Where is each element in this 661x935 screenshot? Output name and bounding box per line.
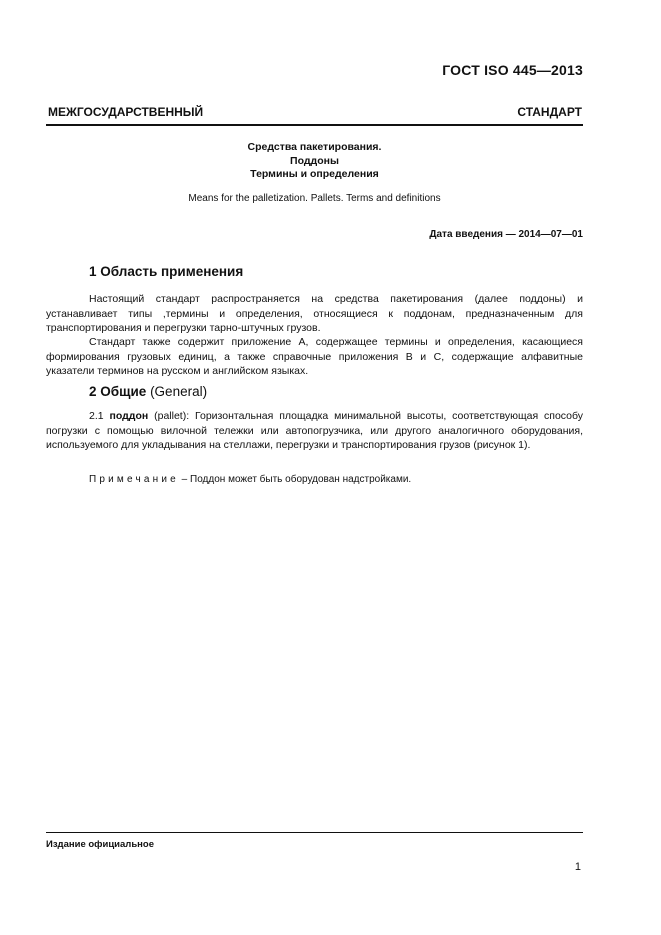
section-2-heading	[89, 384, 207, 399]
section-2-heading-english: (General)	[150, 384, 208, 399]
introduction-date: Дата введения — 2014—07—01	[429, 229, 583, 240]
header-divider	[46, 124, 583, 126]
title-line-1: Средства пакетирования.	[247, 141, 382, 153]
note	[89, 474, 411, 485]
title-line-3: Термины и определения	[250, 168, 379, 180]
title-english: Means for the palletization. Pallets. Terms and definitions	[188, 193, 441, 204]
term-name: поддон	[109, 410, 149, 422]
term-number: 2.1	[89, 410, 104, 422]
footer-divider	[46, 832, 583, 833]
term-english: (pallet):	[154, 410, 190, 422]
standard-banner: МЕЖГОСУДАРСТВЕННЫЙ СТАНДАРТ	[48, 105, 582, 119]
section-2-heading-text: 2 Общие	[89, 384, 147, 399]
term-definition-paragraph	[46, 409, 583, 453]
edition-label: Издание официальное	[46, 839, 154, 850]
section-1-paragraph-1: Настоящий стандарт распространяется на средства пакетирования (далее поддоны) и устанавливает типы ,термины и определения, относящиеся к поддонам, предназначенным для транспортирования и перегрузки тарно-штучных грузов.	[46, 293, 583, 335]
term-definition: Горизонтальная площадка минимальной высоты, соответствующая способу погрузки с помощью вилочной тележки или автопогрузчика, или другого аналогичного оборудования, используемого для укладывания на стеллажи, перегрузки и транспортирования грузов (рисунок 1).	[46, 410, 584, 452]
page-number: 1	[574, 861, 581, 873]
note-text: – Поддон может быть оборудован надстройками.	[181, 474, 412, 485]
document-title	[46, 141, 583, 182]
note-label: Примечание	[89, 474, 179, 485]
document-id: ГОСТ ISO 445—2013	[442, 62, 583, 78]
title-line-2: Поддоны	[290, 154, 339, 167]
section-1-heading: 1 Область применения	[89, 264, 244, 279]
section-1-paragraph-2: Стандарт также содержит приложение А, содержащее термины и определения, касающиеся формирования грузовых единиц, а также справочные приложения В и С, содержащие алфавитные указатели терминов на русском и английском языках.	[46, 336, 583, 378]
